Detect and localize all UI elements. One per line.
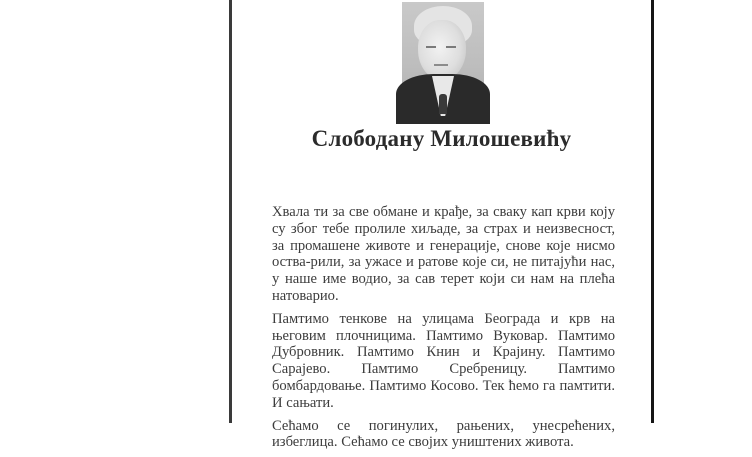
page-border-left: [229, 0, 232, 423]
portrait-photo-icon: [402, 2, 484, 110]
photo-eye-shape: [446, 46, 456, 48]
paragraph-gratitude: Хвала ти за све обмане и крађе, за сваку кап крви коју су због тебе пролиле хиљаде, за страх и неизвесност, за промашене животе и генерације, снове које нисмо оства-рили, за ужасе и ратове које си, не питајући нас, у наше име водио, за сав терет који си нам на плећа натоварио.: [272, 204, 615, 304]
document-title: Слободану Милошевићу: [311, 126, 572, 151]
photo-tie-shape: [439, 94, 447, 114]
paragraph-remembrance: Памтимо тенкове на улицама Београда и крв на његовим плочницима. Памтимо Вуковар. Памтимо Дубровник. Памтимо Книн и Крајину. Памтимо Сарајево. Памтимо Сребреницу. Памтимо бомбардовање. Памтимо Косово. Тек ћемо га памтити. И сањати.: [272, 310, 615, 411]
paragraph-victims: Сећамо се погинулих, рањених, унесрећених, избеглица. Сећамо се својих уништених живота.: [272, 417, 615, 451]
photo-eye-shape: [426, 46, 436, 48]
document-body: [272, 204, 615, 457]
photo-face-shape: [418, 20, 466, 80]
photo-mouth-shape: [434, 64, 448, 66]
page-border-right: [651, 0, 654, 423]
